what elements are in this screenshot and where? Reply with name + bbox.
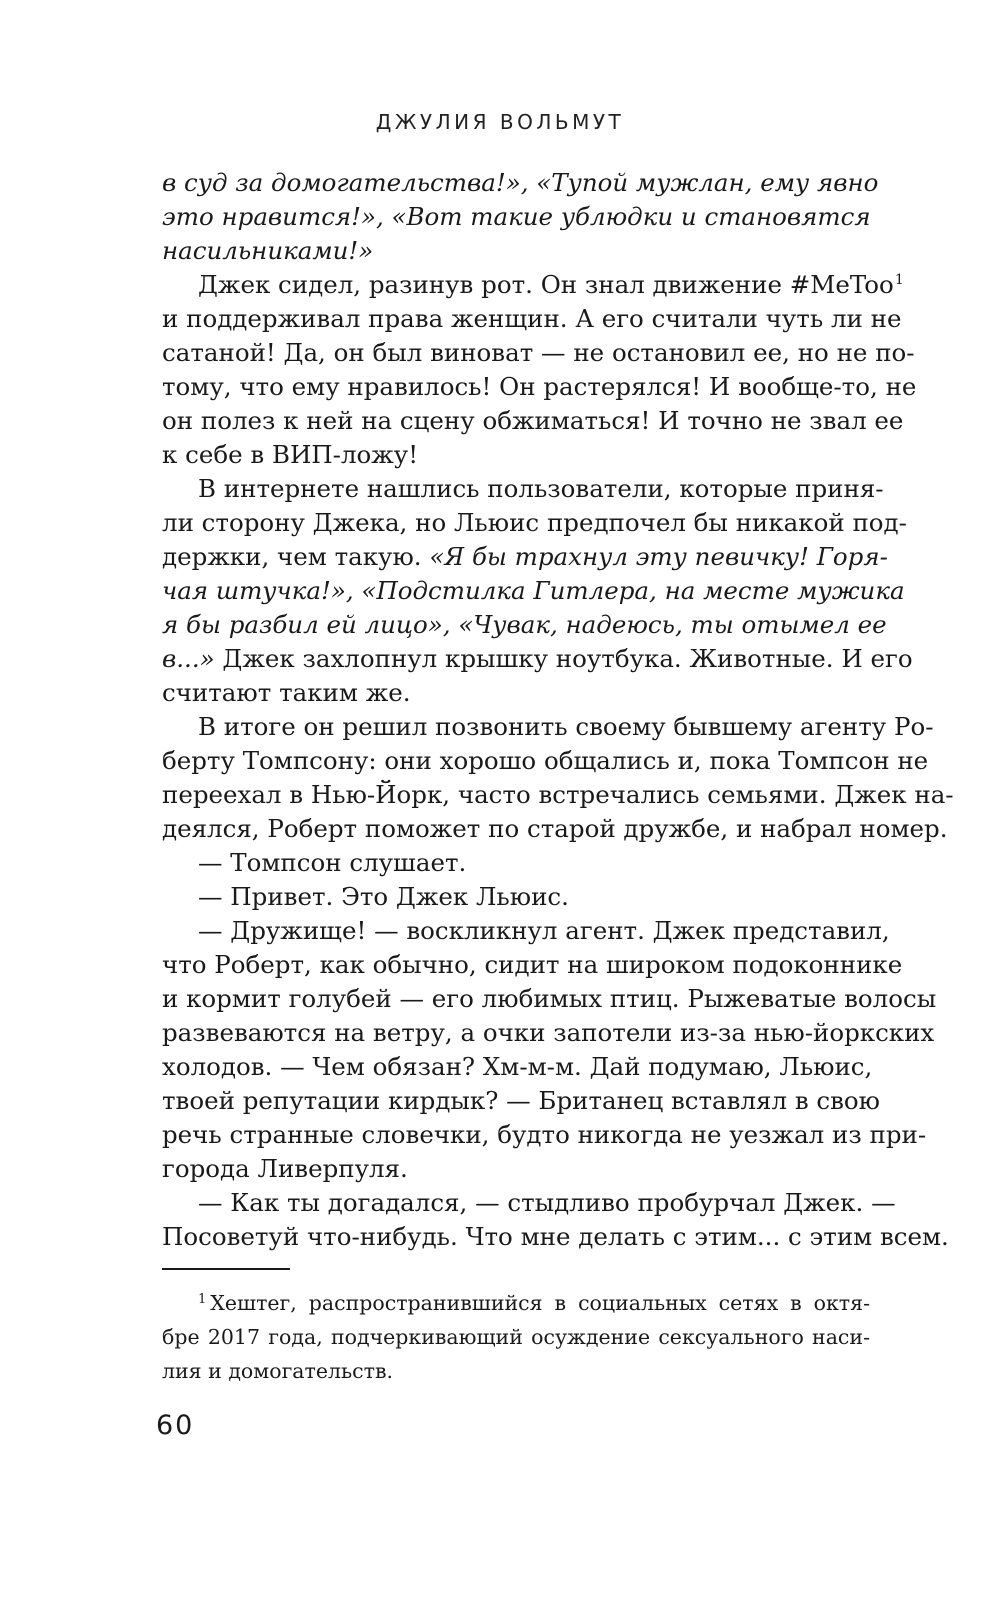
text-line: берту Томпсону: они хорошо общались и, пока Томпсон не	[162, 746, 929, 775]
text-line: считают таким же.	[162, 678, 411, 707]
footnote-text: Хештег, распространившийся в социальных сетях в октя-	[210, 1291, 870, 1315]
footnote-reference: 1	[894, 272, 904, 288]
text-line: я бы разбил ей лицо», «Чувак, надеюсь, ты отымел ее	[162, 610, 887, 639]
text-line: города Ливерпуля.	[162, 1154, 408, 1183]
text-line: развеваются на ветру, а очки запотели из-за нью-йоркских	[162, 1018, 935, 1047]
text-line: он полез к ней на сцену обжиматься! И точно не звал ее	[162, 406, 904, 435]
text-line: холодов. — Чем обязан? Хм-м-м. Дай подумаю, Льюис,	[162, 1052, 873, 1081]
text-line: сатаной! Да, он был виноват — не остановил ее, но не по-	[162, 338, 915, 367]
footnote-line	[162, 1286, 870, 1320]
dialogue-line: — Томпсон слушает.	[198, 848, 467, 877]
text-line: В интернете нашлись пользователи, которые приня-	[198, 474, 884, 503]
text-line: ли сторону Джека, но Льюис предпочел бы никакой под-	[162, 508, 907, 537]
text-line: что Роберт, как обычно, сидит на широком подоконнике	[162, 950, 903, 979]
footnote-line: лия и домогательств.	[162, 1359, 394, 1383]
dialogue-line: — Дружище! — воскликнул агент. Джек представил,	[198, 916, 890, 945]
text-line: это нравится!», «Вот такие ублюдки и становятся	[162, 202, 871, 231]
text-line: переехал в Нью-Йорк, часто встречались семьями. Джек на-	[162, 780, 954, 809]
footnote-marker: 1	[198, 1292, 207, 1307]
footnote-divider	[162, 1268, 290, 1270]
running-head-author: ДЖУЛИЯ ВОЛЬМУТ	[375, 110, 625, 134]
text-line: речь странные словечки, будто никогда не уезжал из при-	[162, 1120, 927, 1149]
text-line: Посоветуй что-нибудь. Что мне делать с этим... с этим всем.	[162, 1222, 949, 1251]
text-line: насильниками!»	[162, 236, 374, 265]
text-line: тому, что ему нравилось! Он растерялся! И вообще-то, не	[162, 372, 917, 401]
text-line: чая штучка!», «Подстилка Гитлера, на месте мужика	[162, 576, 905, 605]
text-line: к себе в ВИП-ложу!	[162, 440, 419, 469]
dialogue-line: — Как ты догадался, — стыдливо пробурчал Джек. —	[198, 1188, 896, 1217]
text-line: В итоге он решил позвонить своему бывшему агенту Ро-	[198, 712, 934, 741]
text-segment: держки, чем такую.	[162, 542, 422, 571]
text-line	[162, 642, 913, 676]
quote-segment: в...»	[162, 644, 215, 673]
footnote-line: бре 2017 года, подчеркивающий осуждение сексуального наси-	[162, 1325, 870, 1349]
text-line: твоей репутации кирдык? — Британец вставлял в свою	[162, 1086, 881, 1115]
text-line: в суд за домогательства!», «Тупой мужлан, ему явно	[162, 168, 879, 197]
text-segment: Джек захлопнул крышку ноутбука. Животные. И его	[222, 644, 913, 673]
text-line: и поддерживал права женщин. А его считали чуть ли не	[162, 304, 902, 333]
dialogue-line: — Привет. Это Джек Льюис.	[198, 882, 569, 911]
text-line: и кормит голубей — его любимых птиц. Рыжеватые волосы	[162, 984, 937, 1013]
text-line	[162, 268, 904, 302]
text-line	[162, 540, 888, 574]
text-line: деялся, Роберт поможет по старой дружбе, и набрал номер.	[162, 814, 948, 843]
quote-segment: «Я бы трахнул эту певичку! Горя-	[429, 542, 888, 571]
text-segment: Джек сидел, разинув рот. Он знал движение #MeToo	[198, 270, 894, 299]
page-number: 60	[156, 1410, 195, 1441]
